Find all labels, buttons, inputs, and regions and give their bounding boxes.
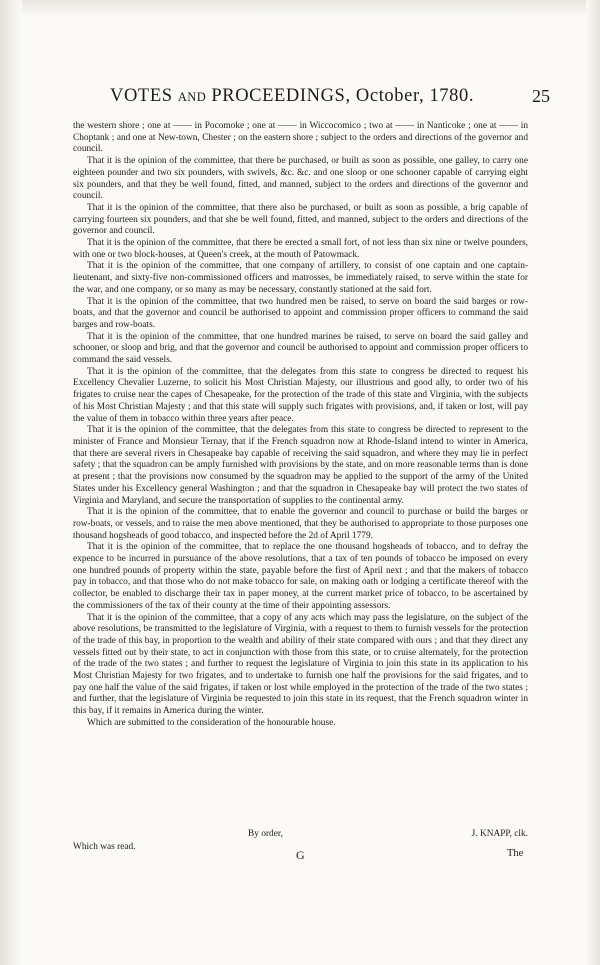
by-order: By order, xyxy=(248,829,283,839)
paragraph-frigates-resolution: That it is the opinion of the committee, that the delegates from this state to congress be directed to request his Excellency Chevalier Luzerne, to solicit his Most Christian Majesty, our illustrious and good ally, to order two of his frigates to cruise near the capes of Chesapeake, for the protection of the trade of this state and Virginia, with the subjects of his Most Christian Majesty ; and that this state will supply such frigates with provisions, and, if taken or lost, will pay the value of them in tobacco within three years after peace. xyxy=(73,366,528,424)
signature-line xyxy=(73,828,528,841)
paragraph-continuation: the western shore ; one at —— in Pocomoke ; one at —— in Wiccocomico ; two at —— in Nanticoke ; one at —— in Choptank ; and one at New-town, Chester ; on the eastern shore ; subject to the orders and directions of the governor and council. xyxy=(73,121,528,155)
closing-note: Which was read. xyxy=(73,842,136,852)
paragraph-fort-resolution: That it is the opinion of the committee, that there be erected a small fort, of not less than six nine or twelve pounders, with one or two block-houses, at Queen's creek, at the mouth of Patowmack. xyxy=(73,238,528,260)
title-votes: VOTES xyxy=(110,86,173,106)
paragraph-barge-men-resolution: That it is the opinion of the committee, that two hundred men be raised, to serve on board the said barges or row-boats, and that the governor and council be authorised to appoint and commission proper officers to command the said barges and row-boats. xyxy=(73,296,528,330)
paragraph-marines-resolution: That it is the opinion of the committee, that one hundred marines be raised, to serve on board the said galley and schooner, or sloop and brig, and that the governor and council be authorised to appoint and commission proper officers to command the said vessels. xyxy=(73,331,528,366)
paragraph-submission: Which are submitted to the consideration of the honourable house. xyxy=(87,717,336,728)
catchword: The xyxy=(507,848,524,859)
paragraph-tax-resolution: That it is the opinion of the committee, that to replace the one thousand hogsheads of tobacco, and to defray the expence to be incurred in pursuance of the above resolutions, that a tax of ten pounds of tobacco be imposed on every one hundred pounds of property within the state, payable before the first of April next ; and that the makers of tobacco pay in tobacco, and that those who do not make tobacco for sale, on making oath or lodging a certificate thereof with the collector, be enabled to discharge their tax in paper money, at the current market price of tobacco, to be ascertained by the commissioners of the tax of their county at the time of their appointing assessors. xyxy=(73,542,528,611)
page-edge-right xyxy=(586,0,600,965)
paragraph-artillery-resolution: That it is the opinion of the committee, that one company of artillery, to consist of one captain and one captain-lieutenant, and sixty-five non-commissioned officers and matrosses, be immediately raised, to serve within the state for the war, and one company, or so many as may be necessary, constantly stationed at the said fort. xyxy=(73,261,528,295)
paragraph-virginia-resolution: That it is the opinion of the committee, that a copy of any acts which may pass the legislature, on the subject of the above resolutions, be transmitted to the legislature of Virginia, with a request to them to furnish vessels for the protection of the trade of this bay, in proportion to the wealth and ability of their state compared with ours ; and that they direct any vessels fitted out by their state, to act in conjunction with those from this state, or to cruise alternately, for the protection of the trade of the two states ; and further to request the legislature of Virginia to join this state in its application to his Most Christian Majesty for two frigates, and to undertake to furnish one half the provisions for the said frigates, and to pay one half the value of the said frigates, if taken or lost while employed in the protection of the trade of the two states ; and further, that the legislature of Virginia be requested to join this state in its request, that the French squadron winter in this bay, if it remains in America during the winter. xyxy=(73,612,528,717)
paragraph-galley-resolution: That it is the opinion of the committee, that there be purchased, or built as soon as possible, one galley, to carry one eighteen pounder and two six pounders, with swivels, &c. &c. and one sloop or one schooner capable of carrying eight six pounders, and that they be well found, fitted, and manned, subject to the orders and directions of the governor and council. xyxy=(73,156,528,202)
title-month: October, xyxy=(355,86,425,106)
paragraph-french-squadron-resolution: That it is the opinion of the committee, that the delegates from this state to congress be directed to represent to the minister of France and Monsieur Ternay, that if the French squadron now at Rhode-Island intend to winter in America, that there are several rivers in Chesapeake bay capable of receiving the said squadron, and where they may lie in perfect safety ; that the squadron can be amply furnished with provisions by the state, and on more reasonable terms than is done at present ; that the provisions now consumed by the squadron may be applied to the support of the army of the United States under his Excellency general Washington ; and that the squadron in Chesapeake bay will protect the two states of Virginia and Maryland, and secure the transportation of supplies to the continental army. xyxy=(73,425,528,506)
page-edge-top xyxy=(0,0,600,16)
running-header xyxy=(110,86,550,112)
paragraph-tobacco-appropriation-resolution: That it is the opinion of the committee, that to enable the governor and council to purchase or build the barges or row-boats, or vessels, and to raise the men above mentioned, that they be authorised to appropriate to those purposes one thousand hogsheads of good tobacco, and inspected before the 2d of April 1779. xyxy=(73,507,528,541)
title-proceedings: PROCEEDINGS, xyxy=(211,86,351,106)
page-edge-left xyxy=(0,0,22,965)
title-year: 1780. xyxy=(429,86,475,106)
document-body xyxy=(73,121,528,730)
page-number: 25 xyxy=(532,86,550,106)
title-and: AND xyxy=(177,90,207,104)
running-title xyxy=(110,86,474,107)
paragraph-brig-resolution: That it is the opinion of the committee, that there also be purchased, or built as soon as possible, a brig capable of carrying fourteen six pounders, and that she be well found, fitted, and manned, subject to the orders and directions of the governor and council. xyxy=(73,202,528,237)
sheet-signature-mark: G xyxy=(296,848,305,862)
clerk-signature: J. KNAPP, clk. xyxy=(471,829,528,839)
